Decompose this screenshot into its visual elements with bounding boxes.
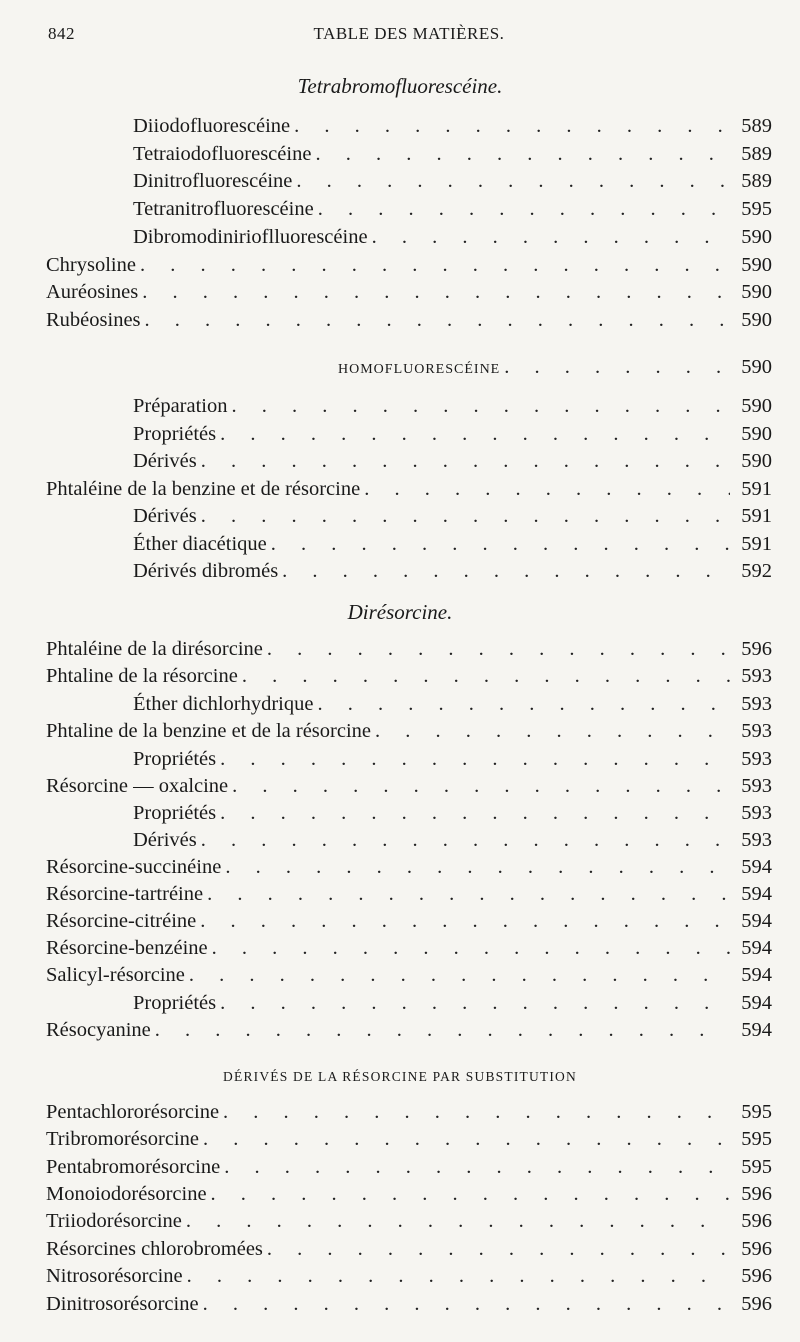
toc-entry — [46, 718, 772, 745]
leader-dots — [372, 224, 730, 251]
leader-dots — [145, 307, 730, 334]
toc-entry — [46, 935, 772, 962]
toc-entry — [46, 908, 772, 935]
page-header — [48, 24, 770, 52]
entry-page: 590 — [741, 254, 772, 276]
leader-dots — [201, 503, 730, 530]
page-number: 842 — [48, 24, 75, 43]
entry-page: 589 — [741, 170, 772, 192]
leader-dots — [504, 354, 730, 381]
entry-label: Nitrosorésorcine — [46, 1265, 183, 1287]
entry-page: 596 — [741, 1293, 772, 1315]
toc-entry — [46, 1017, 772, 1044]
toc-entry — [46, 1208, 772, 1235]
leader-dots — [364, 476, 730, 503]
leader-dots — [315, 141, 730, 168]
entry-page: 590 — [741, 423, 772, 445]
entry-label: Phtaléine de la dirésorcine — [46, 638, 263, 660]
entry-page: 590 — [741, 281, 772, 303]
entry-page: 590 — [741, 356, 772, 378]
leader-dots — [232, 773, 730, 800]
section-title-diresorcine: Dirésorcine. — [347, 600, 453, 624]
entry-page: 595 — [741, 198, 772, 220]
entry-page: 595 — [741, 1156, 772, 1178]
entry-label: Phtaléine de la benzine et de résorcine — [46, 478, 361, 500]
entry-page: 593 — [741, 829, 772, 851]
leader-dots — [242, 663, 730, 690]
leader-dots — [282, 558, 730, 585]
entry-page: 592 — [741, 560, 772, 582]
toc-entry — [133, 168, 772, 195]
toc-entry — [46, 1099, 772, 1126]
entry-label: Dérivés — [133, 505, 197, 527]
entry-page: 593 — [741, 665, 772, 687]
leader-dots — [224, 1154, 730, 1181]
entry-page: 596 — [741, 1265, 772, 1287]
leader-dots — [203, 1126, 730, 1153]
leader-dots — [267, 1236, 730, 1263]
entry-label: Monoiodorésorcine — [46, 1183, 207, 1205]
entry-label: Triiodorésorcine — [46, 1210, 182, 1232]
leader-dots — [212, 935, 730, 962]
leader-dots — [186, 1208, 730, 1235]
entry-page: 590 — [741, 395, 772, 417]
entry-label: Auréosines — [46, 281, 139, 303]
toc-entry — [133, 393, 772, 420]
entry-page: 594 — [741, 910, 772, 932]
entry-label: Dibromodinirioflluorescéine — [133, 226, 368, 248]
entry-page: 593 — [741, 720, 772, 742]
leader-dots — [296, 168, 730, 195]
leader-dots — [201, 448, 730, 475]
entry-page: 590 — [741, 226, 772, 248]
leader-dots — [220, 421, 730, 448]
entry-label: Éther dichlorhydrique — [133, 693, 314, 715]
entry-page: 591 — [741, 505, 772, 527]
leader-dots — [375, 718, 730, 745]
running-title: TABLE DES MATIÈRES. — [313, 24, 505, 43]
entry-label: Préparation — [133, 395, 228, 417]
leader-dots — [267, 636, 730, 663]
entry-label: Chrysoline — [46, 254, 136, 276]
leader-dots — [207, 881, 730, 908]
entry-page: 593 — [741, 775, 772, 797]
toc-entry — [46, 962, 772, 989]
entry-label: Diiodofluorescéine — [133, 115, 291, 137]
leader-dots — [200, 908, 730, 935]
leader-dots — [211, 1181, 730, 1208]
entry-page: 589 — [741, 143, 772, 165]
entry-label: Propriétés — [133, 802, 217, 824]
entry-label: Pentachlororésorcine — [46, 1101, 220, 1123]
toc-entry — [133, 800, 772, 827]
leader-dots — [142, 279, 730, 306]
entry-label: Dérivés dibromés — [133, 560, 279, 582]
toc-entry — [46, 854, 772, 881]
toc-entry — [46, 881, 772, 908]
toc-entry — [46, 1236, 772, 1263]
toc-entry — [46, 307, 772, 334]
entry-page: 596 — [741, 1183, 772, 1205]
section-title-tetrabromofluoresceine: Tetrabromofluorescéine. — [297, 74, 503, 98]
toc-entry — [133, 503, 772, 530]
toc-entry — [133, 421, 772, 448]
leader-dots — [220, 990, 730, 1017]
leader-dots — [318, 196, 730, 223]
entry-page: 594 — [741, 883, 772, 905]
entry-label: Phtaline de la résorcine — [46, 665, 238, 687]
entry-page: 593 — [741, 802, 772, 824]
toc-entry — [133, 990, 772, 1017]
leader-dots — [189, 962, 730, 989]
entry-page: 596 — [741, 1238, 772, 1260]
entry-label: Rubéosines — [46, 309, 141, 331]
entry-label: Phtaline de la benzine et de la résorcine — [46, 720, 372, 742]
entry-label: Tribromorésorcine — [46, 1128, 199, 1150]
entry-label: Tetraiodofluorescéine — [133, 143, 312, 165]
entry-label: Résorcines chlorobromées — [46, 1238, 263, 1260]
toc-entry — [46, 252, 772, 279]
leader-dots — [225, 854, 730, 881]
entry-page: 593 — [741, 693, 772, 715]
entry-label: Dérivés — [133, 450, 197, 472]
entry-label: Résorcine-tartréine — [46, 883, 204, 905]
leader-dots — [317, 691, 730, 718]
entry-page: 591 — [741, 533, 772, 555]
entry-page: 594 — [741, 1019, 772, 1041]
toc-entry — [46, 1263, 772, 1290]
entry-page: 591 — [741, 478, 772, 500]
leader-dots — [294, 113, 730, 140]
toc-entry — [46, 1126, 772, 1153]
entry-page: 590 — [741, 450, 772, 472]
entry-label: Propriétés — [133, 748, 217, 770]
leader-dots — [140, 252, 730, 279]
entry-label: Résorcine-succinéine — [46, 856, 222, 878]
toc-entry — [133, 113, 772, 140]
toc-entry — [133, 558, 772, 585]
entry-page: 594 — [741, 964, 772, 986]
entry-label: Pentabromorésorcine — [46, 1156, 221, 1178]
entry-page: 593 — [741, 748, 772, 770]
toc-entry — [46, 1291, 772, 1318]
entry-label: Propriétés — [133, 992, 217, 1014]
toc-entry — [46, 773, 772, 800]
leader-dots — [223, 1099, 730, 1126]
entry-label: Résocyanine — [46, 1019, 151, 1041]
toc-entry — [133, 531, 772, 558]
entry-page: 589 — [741, 115, 772, 137]
toc-entry — [46, 1181, 772, 1208]
entry-page: 594 — [741, 856, 772, 878]
toc-entry — [46, 1154, 772, 1181]
toc-entry — [133, 196, 772, 223]
toc-entry — [133, 448, 772, 475]
entry-label: Salicyl-résorcine — [46, 964, 185, 986]
entry-label: Tetranitrofluorescéine — [133, 198, 314, 220]
toc-entry — [133, 141, 772, 168]
entry-label: Résorcine — oxalcine — [46, 775, 229, 797]
entry-label: Dinitrofluorescéine — [133, 170, 293, 192]
entry-label: Éther diacétique — [133, 533, 267, 555]
toc-entry — [133, 827, 772, 854]
entry-page: 595 — [741, 1101, 772, 1123]
entry-page: 596 — [741, 638, 772, 660]
entry-label: HOMOFLUORESCÉINE — [338, 362, 501, 377]
toc-entry-homofluoresceine — [338, 354, 772, 381]
entry-label: Dinitrosorésorcine — [46, 1293, 199, 1315]
leader-dots — [232, 393, 731, 420]
toc-entry — [133, 691, 772, 718]
leader-dots — [203, 1291, 730, 1318]
entry-label: Propriétés — [133, 423, 217, 445]
toc-entry — [46, 476, 772, 503]
toc-entry — [46, 663, 772, 690]
entry-label: Dérivés — [133, 829, 197, 851]
entry-page: 590 — [741, 309, 772, 331]
leader-dots — [187, 1263, 730, 1290]
entry-page: 594 — [741, 992, 772, 1014]
entry-label: Résorcine-benzéine — [46, 937, 208, 959]
toc-entry — [133, 746, 772, 773]
toc-entry — [46, 279, 772, 306]
subheading-derives-substitution: DÉRIVÉS DE LA RÉSORCINE PAR SUBSTITUTION — [223, 1069, 577, 1084]
toc-entry — [133, 224, 772, 251]
entry-page: 596 — [741, 1210, 772, 1232]
leader-dots — [201, 827, 730, 854]
toc-entry — [46, 636, 772, 663]
leader-dots — [220, 800, 730, 827]
leader-dots — [220, 746, 730, 773]
leader-dots — [271, 531, 730, 558]
entry-page: 595 — [741, 1128, 772, 1150]
entry-page: 594 — [741, 937, 772, 959]
leader-dots — [155, 1017, 730, 1044]
entry-label: Résorcine-citréine — [46, 910, 197, 932]
